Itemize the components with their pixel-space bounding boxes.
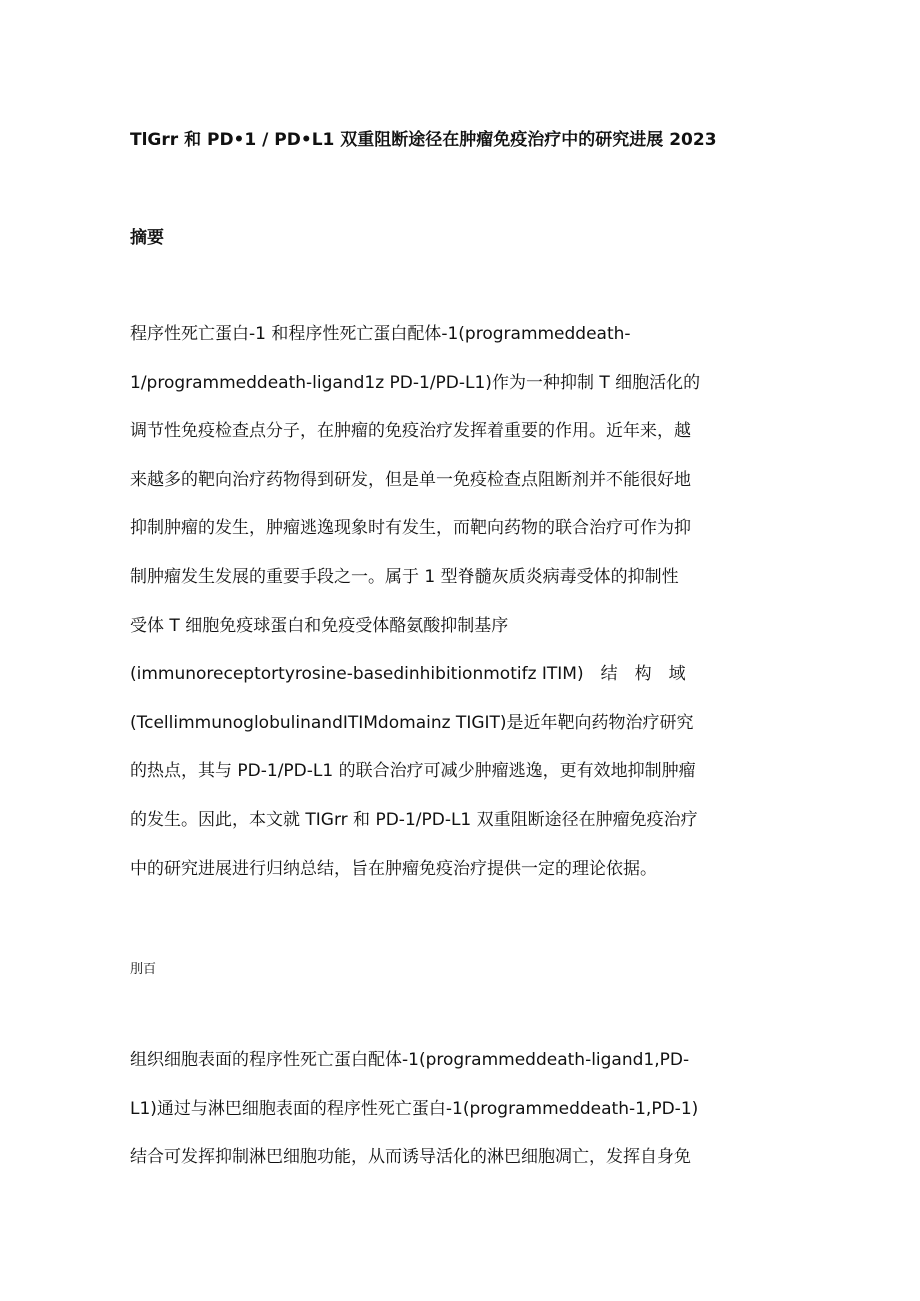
abstract-line: 来越多的靶向治疗药物得到研发，但是单一免疫检查点阻断剂并不能很好地 — [130, 469, 691, 490]
intro-line: L1)通过与淋巴细胞表面的程序性死亡蛋白-1(programmeddeath-1,PD-1) — [130, 1098, 699, 1119]
abstract-line: 1/programmeddeath-ligand1z PD-1/PD-L1)作为一种抑制 T 细胞活化的 — [130, 372, 701, 393]
document-title: TlGrr 和 PD•1 / PD•L1 双重阻断途径在肿瘤免疫治疗中的研究进展 2023 — [130, 130, 717, 150]
intro-line: 组织细胞表面的程序性死亡蛋白配体-1(programmeddeath-ligand1,PD- — [130, 1050, 690, 1070]
abstract-line: 调节性免疫检查点分子，在肿瘤的免疫治疗发挥着重要的作用。近年来，越 — [130, 421, 691, 442]
abstract-line: 的发生。因此，本文就 TIGrr 和 PD-1/PD-L1 双重阻断途径在肿瘤免疫治疗 — [130, 809, 698, 830]
abstract-line: 受体 T 细胞免疫球蛋白和免疫受体酪氨酸抑制基序 — [130, 615, 509, 636]
abstract-line: 中的研究进展进行归纳总结，旨在肿瘤免疫治疗提供一定的理论依据。 — [130, 858, 657, 879]
abstract-line: 制肿瘤发生发展的重要手段之一。属于 1 型脊髓灰质炎病毒受体的抑制性 — [130, 566, 679, 587]
abstract-line: 的热点，其与 PD-1/PD-L1 的联合治疗可减少肿瘤逃逸，更有效地抑制肿瘤 — [130, 761, 696, 782]
intro-paragraph — [130, 1036, 795, 1182]
abstract-heading: 摘要 — [130, 228, 164, 248]
section-label: 刖百 — [130, 962, 157, 977]
abstract-line: (immunoreceptortyrosine-basedinhibitionmotifz ITIM) 结 构 域 — [130, 664, 686, 685]
abstract-line: 程序性死亡蛋白-1 和程序性死亡蛋白配体-1(programmeddeath- — [130, 324, 631, 344]
abstract-paragraph — [130, 310, 795, 893]
abstract-line: 抑制肿瘤的发生，肿瘤逃逸现象时有发生，而靶向药物的联合治疗可作为抑 — [130, 518, 691, 539]
abstract-line: (TcellimmunoglobulinandITIMdomainz TIGIT)是近年靶向药物治疗研究 — [130, 712, 694, 733]
intro-line: 结合可发挥抑制淋巴细胞功能，从而诱导活化的淋巴细胞凋亡，发挥自身免 — [130, 1147, 691, 1168]
